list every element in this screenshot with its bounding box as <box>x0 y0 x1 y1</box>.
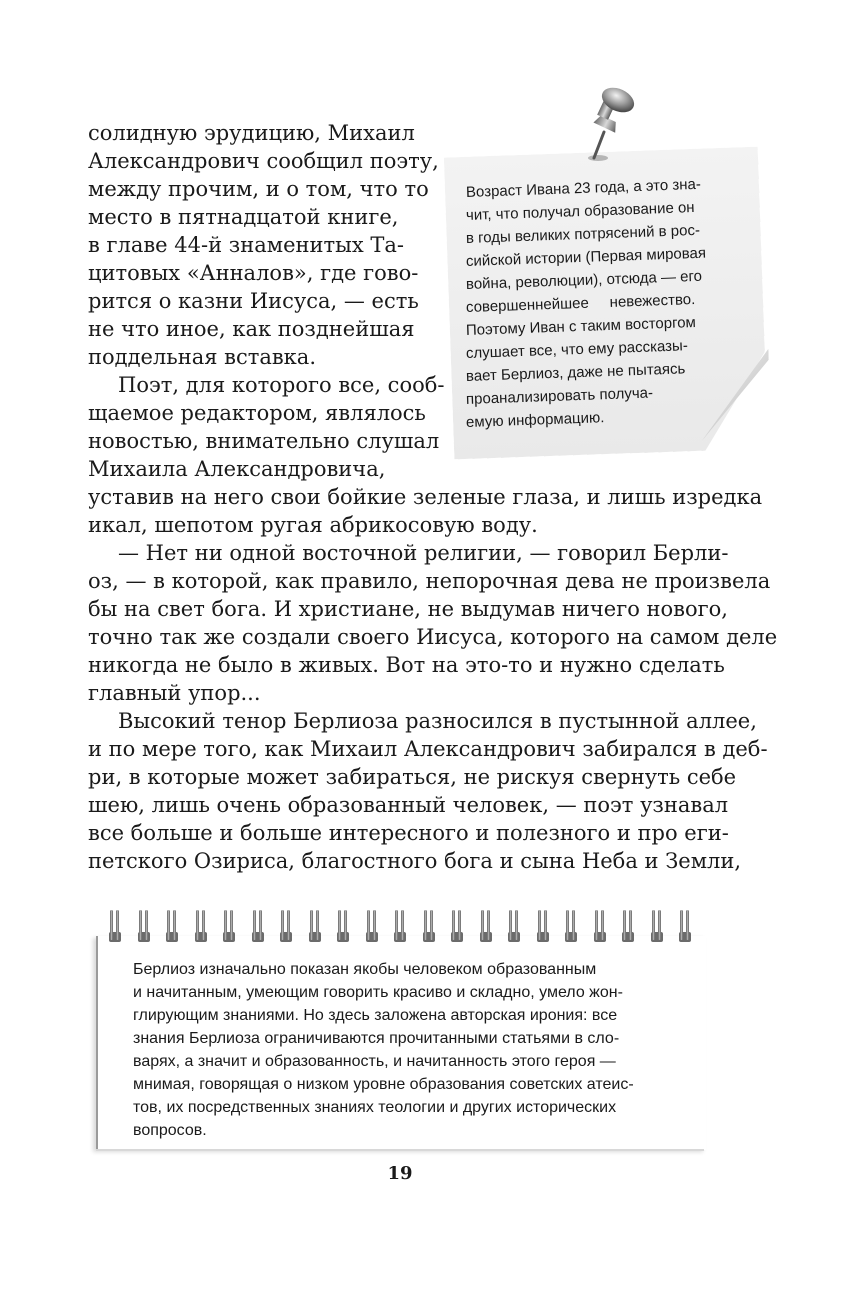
note-line: война, революции), отсюда — его <box>465 267 703 293</box>
main-text-line: Александрович сообщил поэту, <box>88 149 439 173</box>
notebook-line: варях, а значит и образованность, и начитанность этого героя — <box>133 1053 616 1070</box>
main-text-line: и по мере того, как Михаил Александрович забирался в деб- <box>88 737 768 761</box>
note-line: емую информацию. <box>465 409 605 431</box>
note-line: Поэтому Иван с таким восторгом <box>465 313 697 339</box>
note-line: Возраст Ивана 23 года, а это зна- <box>465 175 702 201</box>
main-text-line: петского Озириса, благостного бога и сына Неба и Земли, <box>88 849 742 873</box>
spiral-ring-icon <box>196 910 206 940</box>
spiral-ring-icon <box>680 910 690 940</box>
main-text-line: никогда не было в живых. Вот на это-то и нужно сделать <box>88 653 725 677</box>
notebook-line: тов, их посредственных знаниях теологии и других исторических <box>133 1099 617 1116</box>
spiral-ring-icon <box>310 910 320 940</box>
note-line: сийской истории (Первая мировая <box>465 244 707 270</box>
main-text-line: новостью, внимательно слушал <box>88 429 440 453</box>
spiral-ring-icon <box>253 910 263 940</box>
spiral-ring-icon <box>452 910 462 940</box>
notebook-line: и начитанным, умеющим говорить красиво и складно, умело жон- <box>133 984 623 1001</box>
spiral-ring-icon <box>481 910 491 940</box>
main-text-line: поддельная вставка. <box>88 345 317 369</box>
main-text-line: щаемое редактором, являлось <box>88 401 426 425</box>
spiral-rings <box>110 910 710 950</box>
main-text-line: не что иное, как позднейшая <box>88 317 415 341</box>
main-text-line: место в пятнадцатой книге, <box>88 205 399 229</box>
spiral-ring-icon <box>538 910 548 940</box>
main-text-line: все больше и больше интересного и полезного и про еги- <box>88 821 729 845</box>
notebook-line: знания Берлиоза ограничиваются прочитанными статьями в сло- <box>133 1030 620 1047</box>
note-line: в годы великих потрясений в рос- <box>465 221 701 247</box>
main-text-line: между прочим, и о том, что то <box>88 177 429 201</box>
main-text-line: главный упор... <box>88 681 261 705</box>
note-line: вает Берлиоз, даже не пытаясь <box>465 360 686 385</box>
notebook-line: вопросов. <box>133 1122 207 1139</box>
main-text-line: — Нет ни одной восточной религии, — говорил Берли- <box>118 541 729 565</box>
spiral-ring-icon <box>281 910 291 940</box>
note-line: слушает все, что ему рассказы- <box>465 337 689 362</box>
notebook-line: глирующим знаниями. Но здесь заложена авторская ирония: все <box>133 1007 618 1024</box>
pushpin-icon <box>574 84 644 164</box>
spiral-ring-icon <box>395 910 405 940</box>
spiral-ring-icon <box>595 910 605 940</box>
main-text-line: уставив на него свои бойкие зеленые глаза, и лишь изредка <box>88 485 763 509</box>
main-text-line: цитовых «Анналов», где гово- <box>88 261 419 285</box>
main-text-line: шею, лишь очень образованный человек, — поэт узнавал <box>88 793 729 817</box>
main-text-line: солидную эрудицию, Михаил <box>88 121 415 145</box>
spiral-ring-icon <box>110 910 120 940</box>
spiral-ring-icon <box>652 910 662 940</box>
note-line: проанализировать получа- <box>465 384 654 408</box>
main-text-line: икал, шепотом ругая абрикосовую воду. <box>88 513 538 537</box>
notebook-line: Берлиоз изначально показан якобы человеком образованным <box>133 961 597 978</box>
spiral-ring-icon <box>566 910 576 940</box>
notebook-divider <box>96 1149 704 1151</box>
main-text-line: рится о казни Иисуса, — есть <box>88 289 419 313</box>
spiral-ring-icon <box>338 910 348 940</box>
spiral-ring-icon <box>424 910 434 940</box>
main-text-line: в главе 44-й знаменитых Та- <box>88 233 404 257</box>
main-text-line: ри, в которые может забираться, не рискуя свернуть себе <box>88 765 737 789</box>
main-text-line: оз, — в которой, как правило, непорочная дева не произвела <box>88 569 771 593</box>
spiral-ring-icon <box>623 910 633 940</box>
main-text-line: точно так же создали своего Иисуса, которого на самом деле <box>88 625 778 649</box>
spiral-ring-icon <box>509 910 519 940</box>
spiral-ring-icon <box>139 910 149 940</box>
spiral-ring-icon <box>167 910 177 940</box>
main-text-line: бы на свет бога. И христиане, не выдумав ничего нового, <box>88 597 728 621</box>
main-text-line: Михаила Александровича, <box>88 457 386 481</box>
spiral-ring-icon <box>224 910 234 940</box>
spiral-ring-icon <box>367 910 377 940</box>
main-text-line: Поэт, для которого все, сооб- <box>118 373 445 397</box>
note-line: чит, что получал образование он <box>465 199 695 224</box>
main-text-line: Высокий тенор Берлиоза разносился в пустынной аллее, <box>118 709 757 733</box>
page-number: 19 <box>387 1163 413 1184</box>
note-line: совершеннейшее невежество. <box>465 291 696 316</box>
notebook-line: мнимая, говорящая о низком уровне образования советских атеис- <box>133 1076 634 1093</box>
